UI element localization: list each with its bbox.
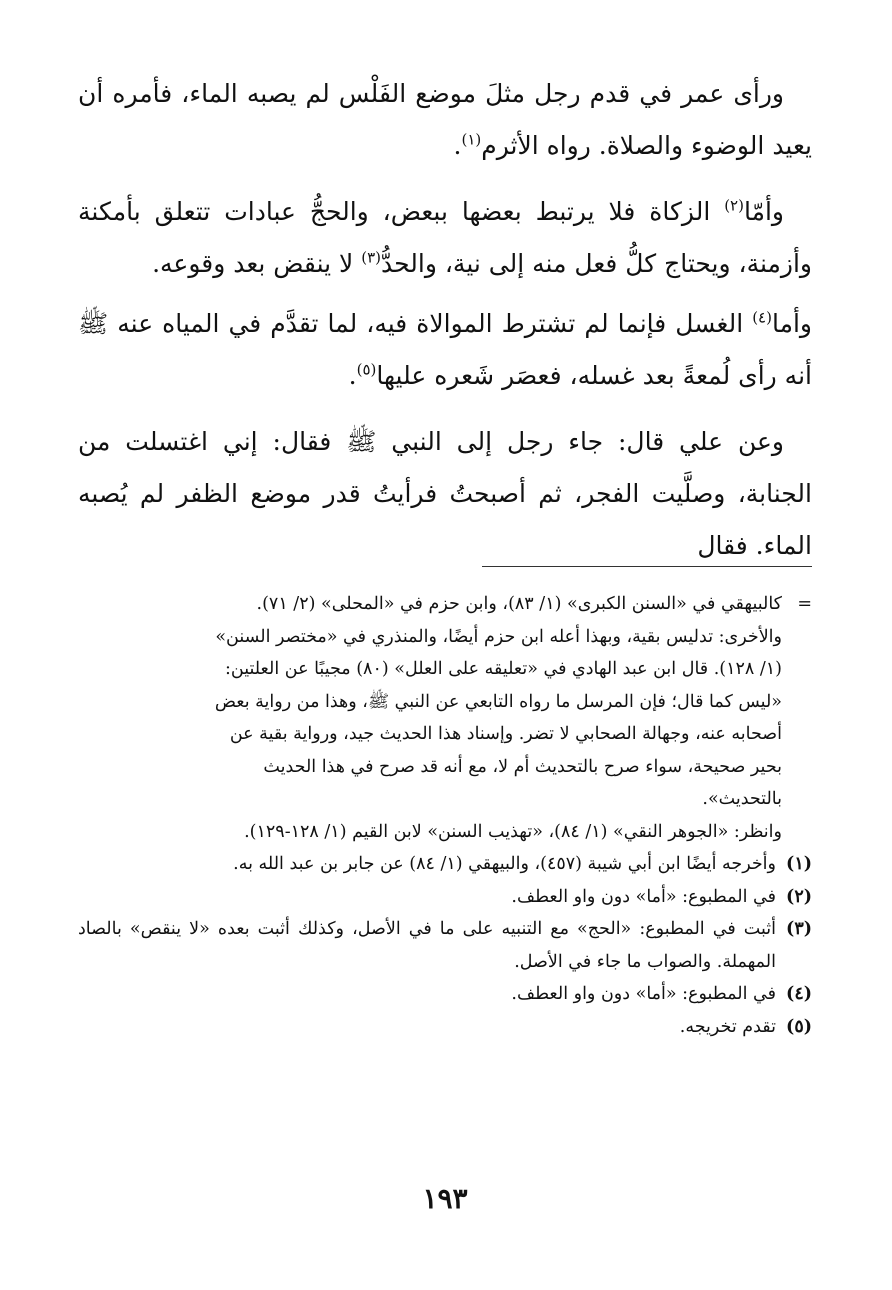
footnote-2 [78, 881, 812, 914]
footnote-text: وأخرجه أيضًا ابن أبي شيبة (٤٥٧)، والبيهقي (١/ ٨٤) عن جابر بن عبد الله به. [233, 854, 776, 874]
page-number: ١٩٣ [422, 1182, 468, 1215]
footnote-ref-2: (٢) [724, 196, 744, 215]
continued-line: والأخرى: تدليس بقية، وبهذا أعله ابن حزم أيضًا، والمنذري في «مختصر السنن» [215, 626, 782, 647]
footnote-ref-3: (٣) [361, 248, 382, 267]
footnote-ref-4: (٤) [752, 308, 772, 327]
footnote-number: (٥) [786, 1016, 812, 1037]
continued-line: (١/ ١٢٨). قال ابن عبد الهادي في «تعليقه على العلل» (٨٠) مجيبًا عن العلتين: [224, 659, 782, 679]
continued-line: بالتحديث». [702, 789, 782, 809]
footnote-number: (٢) [786, 886, 812, 907]
continuation-marker: = [797, 594, 812, 614]
footnote-separator [482, 566, 812, 567]
continued-line: «ليس كما قال؛ فإن المرسل ما رواه التابعي عن النبي ﷺ، وهذا من رواية بعض [214, 691, 782, 712]
paragraph-zakat: وأمّا$^{(٢)}$ الزكاة فلا يرتبط بعضها ببعض، والحجُّ عبادات تتعلق بأمكنة وأزمنة، ويحتاج كلُّ فعل منه إلى نية، والحدُّ$^{(٣)}$ لا ينقض بعد وقوعه. [78, 196, 812, 278]
footnotes-section [78, 588, 812, 1043]
footnote-1 [78, 848, 812, 881]
continued-line: أصحابه عنه، وجهالة الصحابي لا تضر. وإسناد هذا الحديث جيد، ورواية بقية عن [229, 724, 782, 744]
paragraph-ghusl: وأما$^{(٤)}$ الغسل فإنما لم تشترط الموالاة فيه، لما تقدَّم في المياه عنه ﷺ أنه رأى لُمعةً بعد غسله، فعصَر شَعره عليها$^{(٥)}$. [78, 308, 812, 390]
see-also-note: وانظر: «الجوهر النقي» (١/ ٨٤)، «تهذيب السنن» لابن القيم (١/ ١٢٨-١٢٩). [244, 821, 782, 842]
footnote-number: (٤) [786, 984, 812, 1004]
book-page [78, 0, 812, 1290]
footnote-number: (٣) [786, 919, 812, 939]
paragraph-umar: ورأى عمر في قدم رجل مثلَ موضع الفَلْس لم يصبه الماء، فأمره أن يعيد الوضوء والصلاة. رواه الأثرم$^{(١)}$. [78, 79, 812, 160]
continued-footnote [78, 588, 812, 816]
footnote-4 [78, 978, 812, 1011]
footnote-text: تقدم تخريجه. [679, 1016, 776, 1037]
footnote-text: أثبت في المطبوع: «الحج» مع التنبيه على ما في الأصل، وكذلك أثبت بعده «لا ينقص» بالصاد المهملة. والصواب ما جاء في الأصل. [78, 919, 776, 972]
footnote-3 [78, 913, 812, 978]
continued-line: كالبيهقي في «السنن الكبرى» (١/ ٨٣)، وابن حزم في «المحلى» (٢/ ٧١). [256, 594, 782, 614]
footnote-5 [78, 1011, 812, 1044]
continued-footnote-text [78, 588, 782, 816]
footnote-text: في المطبوع: «أما» دون واو العطف. [511, 886, 776, 907]
main-text [78, 68, 812, 580]
footnote-number: (١) [786, 854, 812, 874]
footnote-ref-1: (١) [461, 130, 482, 149]
continued-line: بحير صحيحة، سواء صرح بالتحديث أم لا، مع أنه قد صرح في هذا الحديث [263, 756, 782, 777]
paragraph-ali: وعن علي قال: جاء رجل إلى النبي ﷺ فقال: إني اغتسلت من الجنابة، وصلَّيت الفجر، ثم أصبحتُ فرأيتُ قدر موضع الظفر لم يُصبه الماء. فقال [78, 427, 812, 560]
footnote-text: في المطبوع: «أما» دون واو العطف. [511, 984, 776, 1004]
footnote-ref-5: (٥) [356, 360, 377, 379]
